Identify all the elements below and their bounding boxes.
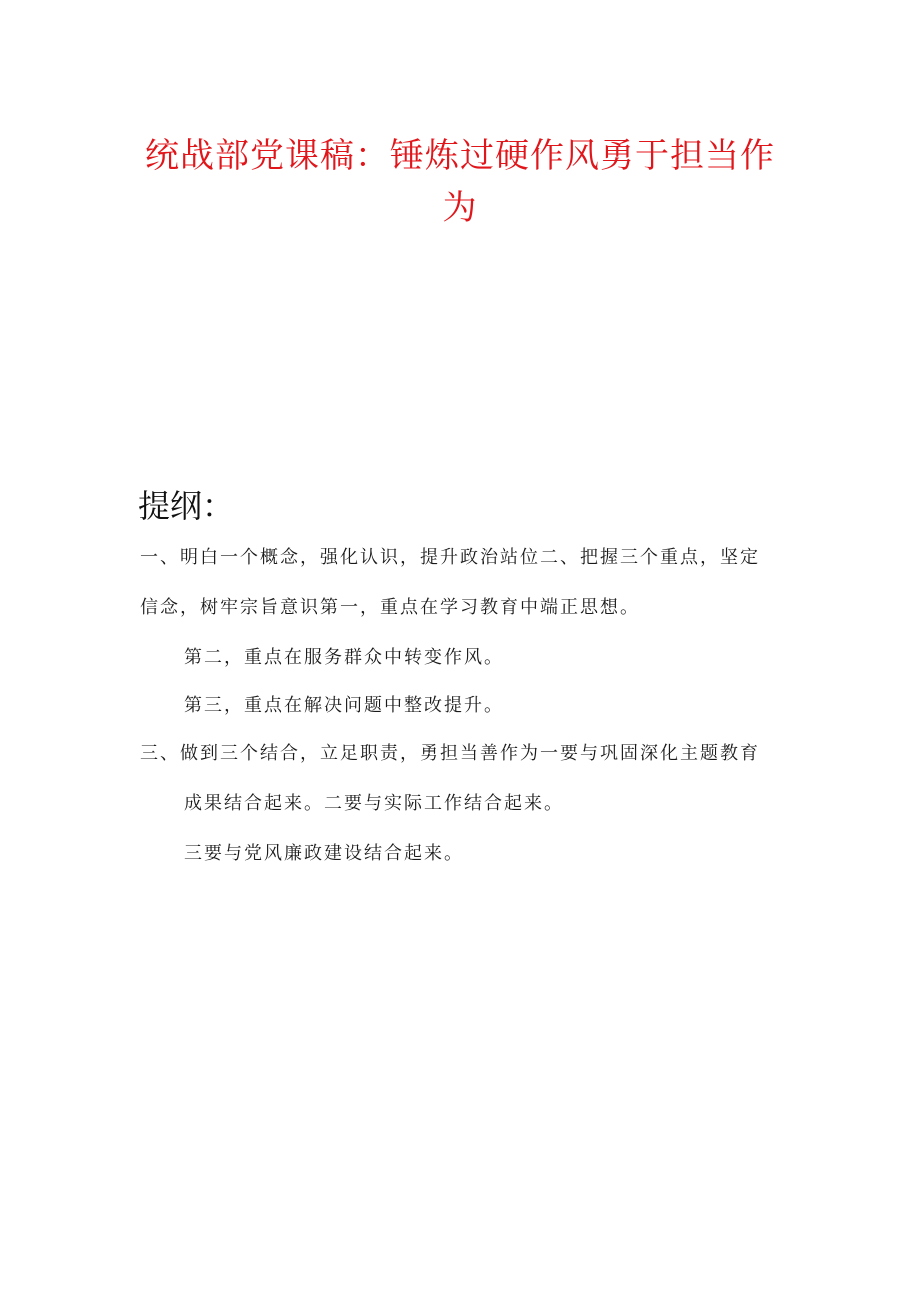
- outline-line-6: 成果结合起来。二要与实际工作结合起来。: [184, 793, 564, 814]
- outline-line-3: 第二，重点在服务群众中转变作风。: [184, 647, 504, 668]
- outline-line-5: 三、做到三个结合，立足职责，勇担当善作为一要与巩固深化主题教育: [140, 743, 760, 764]
- outline-line-1: 一、明白一个概念，强化认识，提升政治站位二、把握三个重点，坚定: [140, 547, 760, 568]
- outline-line-4: 第三，重点在解决问题中整改提升。: [184, 695, 504, 716]
- outline-line-7: 三要与党风廉政建设结合起来。: [184, 843, 464, 864]
- outline-line-2: 信念，树牢宗旨意识第一，重点在学习教育中端正思想。: [140, 597, 640, 618]
- document-title-line-2: 为: [442, 188, 478, 228]
- outline-heading: 提纲：: [138, 487, 235, 525]
- document-title: [140, 130, 780, 234]
- document-title-line-1: 统战部党课稿：锤炼过硬作风勇于担当作: [145, 136, 775, 176]
